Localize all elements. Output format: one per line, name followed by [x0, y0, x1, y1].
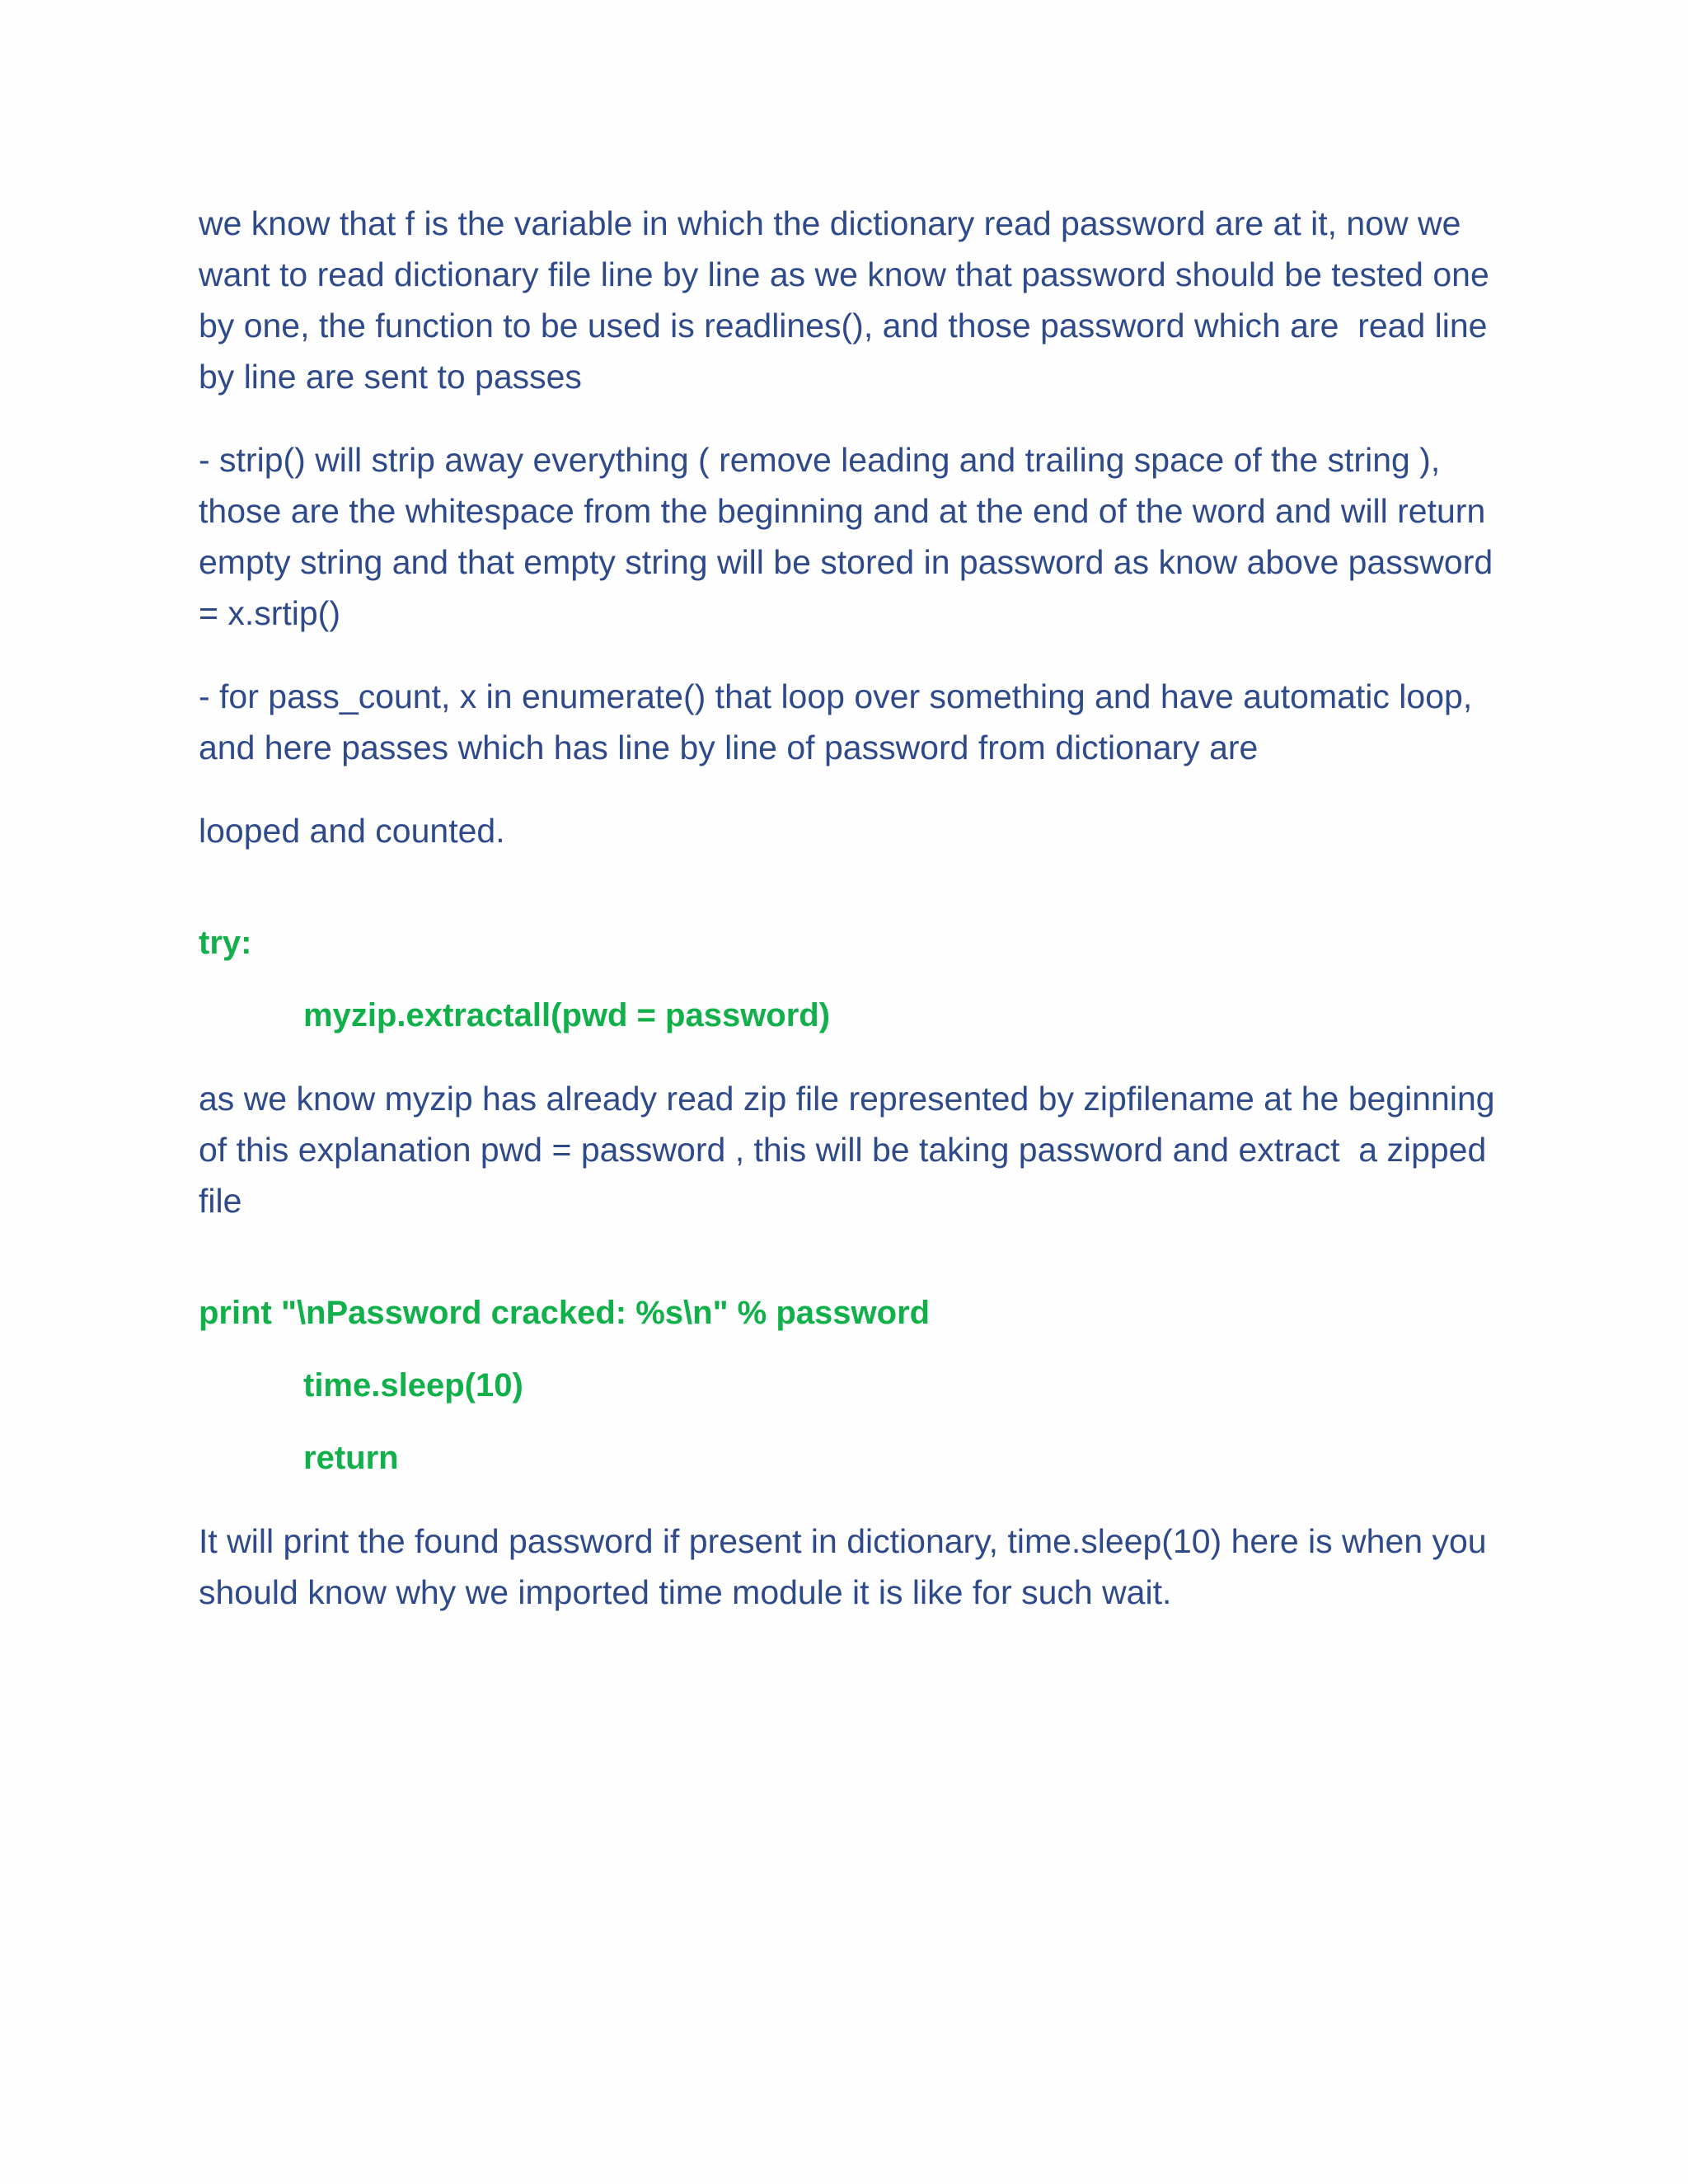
paragraph-strip: - strip() will strip away everything ( remove leading and trailing space of the string ), those are the whitespace from the beginning and at the end of the word and will return empty string and that empty string will be stored in password as know above password = x.srtip() — [199, 441, 1503, 632]
paragraph-readlines: we know that f is the variable in which the dictionary read password are at it, now we want to read dictionary file line by line as we know that password should be tested one by one, the function to be used is readlines(), and those password which are read line by line are sent to passes — [199, 204, 1499, 396]
code-try: try: — [199, 925, 252, 961]
code-return: return — [303, 1440, 399, 1476]
code-extractall: myzip.extractall(pwd = password) — [303, 997, 831, 1033]
paragraph-enumerate: - for pass_count, x in enumerate() that loop over something and have automatic loop, and here passes which has line by line of password from dictionary are — [199, 677, 1482, 766]
paragraph-myzip: as we know myzip has already read zip file represented by zipfilename at he beginning of this explanation pwd = password , this will be taking password and extract a zipped file — [199, 1080, 1504, 1220]
paragraph-print-found: It will print the found password if present in dictionary, time.sleep(10) here is when you should know why we imported time module it is like for such wait. — [199, 1522, 1496, 1611]
document-body — [199, 198, 1504, 1618]
code-print: print "\nPassword cracked: %s\n" % password — [199, 1295, 931, 1331]
code-sleep: time.sleep(10) — [303, 1367, 523, 1404]
paragraph-looped: looped and counted. — [199, 812, 505, 850]
